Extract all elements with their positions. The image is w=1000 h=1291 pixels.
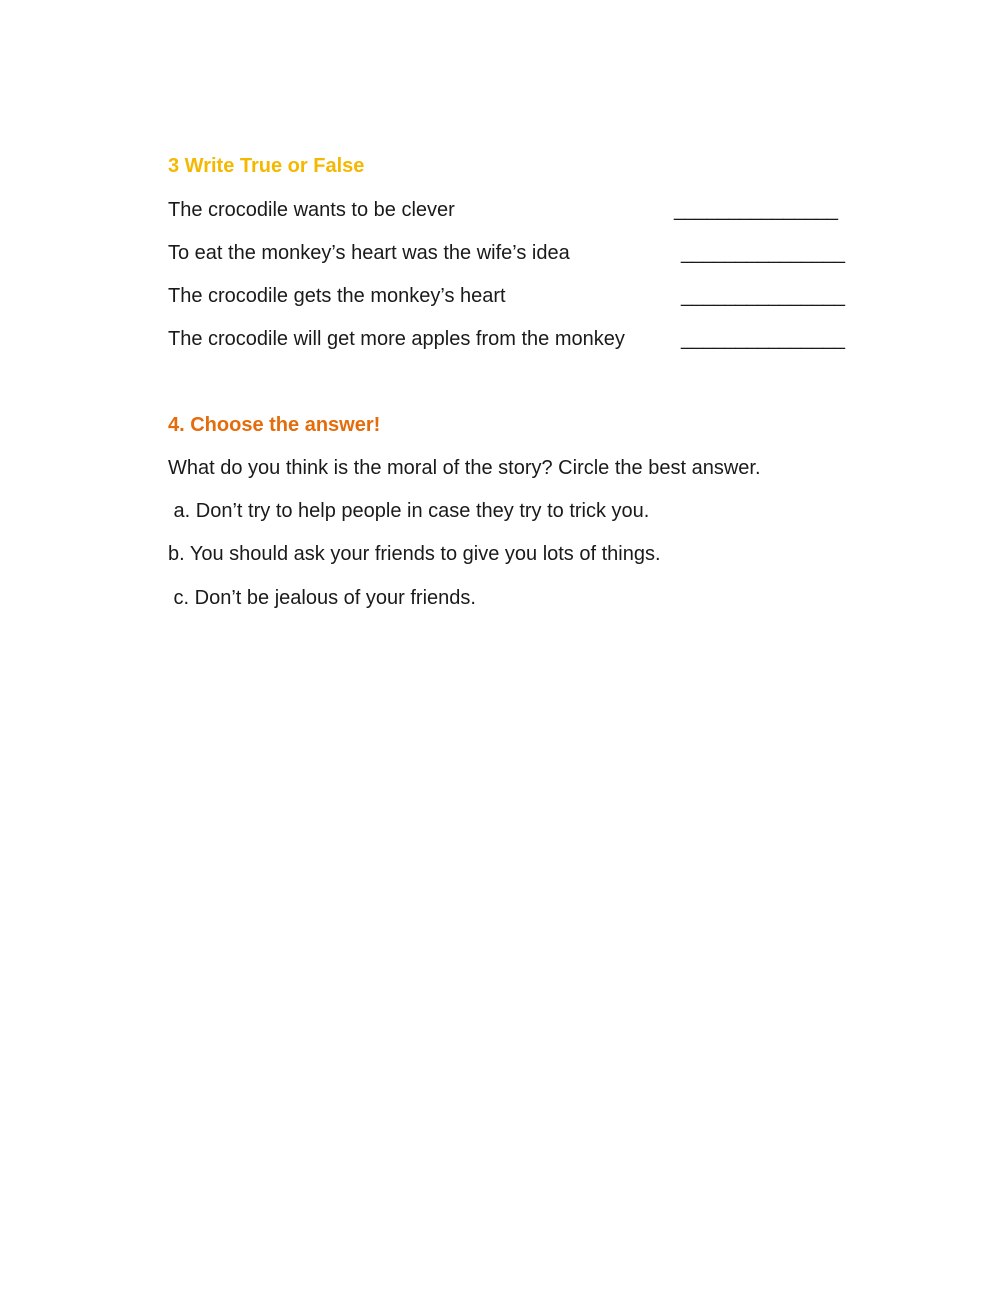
answer-blank-2[interactable]: _______________ — [681, 242, 845, 264]
true-false-statement-2: To eat the monkey’s heart was the wife’s idea — [168, 242, 570, 264]
answer-option-c[interactable]: c. Don’t be jealous of your friends. — [168, 587, 476, 609]
answer-blank-4[interactable]: _______________ — [681, 328, 845, 350]
true-false-statement-4: The crocodile will get more apples from the monkey — [168, 328, 625, 350]
section-4-heading: 4. Choose the answer! — [168, 414, 381, 436]
moral-question: What do you think is the moral of the story? Circle the best answer. — [168, 457, 761, 479]
answer-option-a[interactable]: a. Don’t try to help people in case they try to trick you. — [168, 500, 650, 522]
true-false-statement-1: The crocodile wants to be clever — [168, 199, 455, 221]
true-false-statement-3: The crocodile gets the monkey’s heart — [168, 285, 506, 307]
answer-blank-3[interactable]: _______________ — [681, 285, 845, 307]
answer-option-b[interactable]: b. You should ask your friends to give you lots of things. — [168, 543, 661, 565]
answer-blank-1[interactable]: _______________ — [674, 199, 838, 221]
section-3-heading: 3 Write True or False — [168, 155, 365, 177]
